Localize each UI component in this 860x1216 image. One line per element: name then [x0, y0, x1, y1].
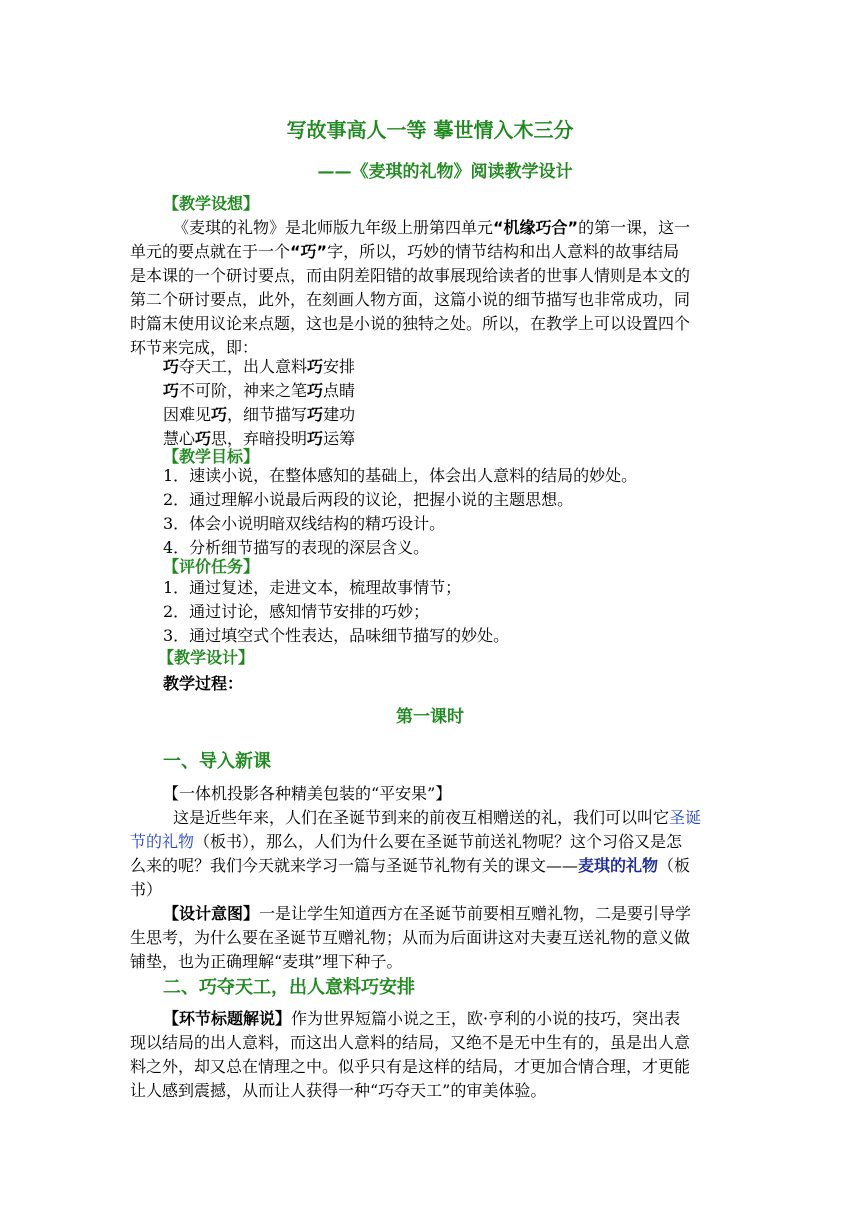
board-term: 麦琪的礼物	[578, 856, 659, 875]
board-term: 圣诞	[669, 808, 702, 827]
document-subtitle: ——《麦琪的礼物》阅读教学设计	[317, 162, 573, 182]
board-term: 节的礼物	[130, 832, 195, 851]
text-run: （板	[658, 856, 691, 875]
expl-line-4: 让人感到震撼，从而让人获得一种“巧夺天工”的审美体验。	[130, 1081, 547, 1100]
stage-keyword: 巧	[163, 357, 180, 376]
lesson-heading: 第一课时	[396, 707, 464, 727]
text-run: 一是让学生知道西方在圣诞节前要相互赠礼物，二是要引导学	[259, 904, 692, 923]
stage-keyword: 巧	[307, 357, 324, 376]
text-run: 点睛	[323, 381, 356, 400]
intro-line-4: 书）	[130, 880, 163, 899]
goal-item: 2．通过理解小说最后两段的议论，把握小说的主题思想。	[163, 490, 574, 509]
text-run: 么来的呢？我们今天就来学习一篇与圣诞节礼物有关的课文——	[130, 856, 579, 875]
stage-keyword: 巧	[307, 405, 324, 424]
idea-line-3: 是本课的一个研讨要点，而由阴差阳错的故事展现给读者的世事人情则是本文的	[130, 266, 691, 285]
text-run: 这是近些年来，人们在圣诞节到来的前夜互相赠送的礼，我们可以叫它	[173, 808, 670, 827]
goal-item: 4．分析细节描写的表现的深层含义。	[163, 538, 430, 557]
text-run: 单元的要点就在于一个	[130, 242, 291, 261]
projection-note: 【一体机投影各种精美包装的“平安果”】	[163, 784, 452, 803]
keyword-jiyuan: “机缘巧合”	[493, 218, 579, 237]
part-heading-1: 一、导入新课	[163, 751, 271, 772]
text-run: 安排	[323, 357, 356, 376]
intent-line-3: 铺垫，也为正确理解“麦琪”埋下种子。	[130, 952, 403, 971]
text-run: 《麦琪的礼物》是北师版九年级上册第四单元	[173, 218, 494, 237]
eval-item: 3．通过填空式个性表达，品味细节描写的妙处。	[163, 626, 510, 645]
text-run: 因难见	[163, 405, 212, 424]
keyword-qiao: “巧”	[290, 242, 328, 261]
text-run: 运筹	[323, 429, 356, 448]
stage-keyword: 巧	[307, 429, 324, 448]
text-run: ，细节描写	[227, 405, 308, 424]
stage-keyword: 巧	[307, 381, 324, 400]
stage-line-2	[163, 380, 860, 402]
text-run: 字，所以，巧妙的情节结构和出人意料的故事结局	[327, 242, 680, 261]
text-run: 慧心	[163, 429, 196, 448]
stage-keyword: 巧	[211, 405, 228, 424]
text-run: 夺天工，出人意料	[179, 357, 308, 376]
text-run: 的第一课，这一	[578, 218, 691, 237]
section-heading-eval: 【评价任务】	[163, 557, 260, 576]
intro-line-3	[130, 855, 860, 877]
part-heading-2: 二、巧夺天工，出人意料巧安排	[163, 977, 415, 998]
stage-line-3	[163, 404, 860, 426]
stage-keyword: 巧	[195, 429, 212, 448]
eval-item: 2．通过讨论，感知情节安排的巧妙；	[163, 602, 430, 621]
text-run: 不可阶，神来之笔	[179, 381, 308, 400]
intent-line-1	[163, 903, 860, 925]
idea-line-2	[130, 241, 860, 263]
text-run: 思，弃暗投明	[211, 429, 308, 448]
section-heading-idea: 【教学设想】	[163, 194, 260, 213]
intent-label: 【设计意图】	[163, 904, 260, 923]
expl-label: 【环节标题解说】	[163, 1009, 292, 1028]
text-run: （板书），那么，人们为什么要在圣诞节前送礼物呢？这个习俗又是怎	[194, 832, 683, 851]
section-heading-design: 【教学设计】	[158, 648, 255, 667]
stage-line-1	[163, 356, 860, 378]
eval-item: 1．通过复述，走进文本，梳理故事情节；	[163, 578, 462, 597]
intro-line-2	[130, 831, 860, 853]
idea-line-5: 时篇末使用议论来点题，这也是小说的独特之处。所以，在教学上可以设置四个	[130, 314, 691, 333]
expl-line-3: 料之外，却又总在情理之中。似乎只有是这样的结局，才更加合情合理，才更能	[130, 1057, 691, 1076]
text-run: 建功	[323, 405, 356, 424]
goal-item: 1．速读小说，在整体感知的基础上，体会出人意料的结局的妙处。	[163, 466, 638, 485]
text-run: 作为世界短篇小说之王，欧·亨利的小说的技巧，突出表	[291, 1009, 681, 1028]
section-heading-goals: 【教学目标】	[163, 447, 260, 466]
idea-line-6: 环节来完成，即：	[130, 338, 259, 357]
idea-line-4: 第二个研讨要点，此外，在刻画人物方面，这篇小说的细节描写也非常成功，同	[130, 290, 691, 309]
goal-item: 3．体会小说明暗双线结构的精巧设计。	[163, 514, 446, 533]
expl-line-1	[163, 1008, 860, 1030]
process-label: 教学过程：	[163, 674, 244, 693]
intro-line-1	[173, 807, 860, 829]
idea-line-1	[173, 217, 860, 239]
document-title: 写故事高人一等 摹世情入木三分	[286, 118, 574, 142]
expl-line-2: 现以结局的出人意料，而这出人意料的结局，又绝不是无中生有的，虽是出人意	[130, 1033, 691, 1052]
intent-line-2: 生思考，为什么要在圣诞节互赠礼物；从而为后面讲这对夫妻互送礼物的意义做	[130, 928, 691, 947]
stage-keyword: 巧	[163, 381, 180, 400]
